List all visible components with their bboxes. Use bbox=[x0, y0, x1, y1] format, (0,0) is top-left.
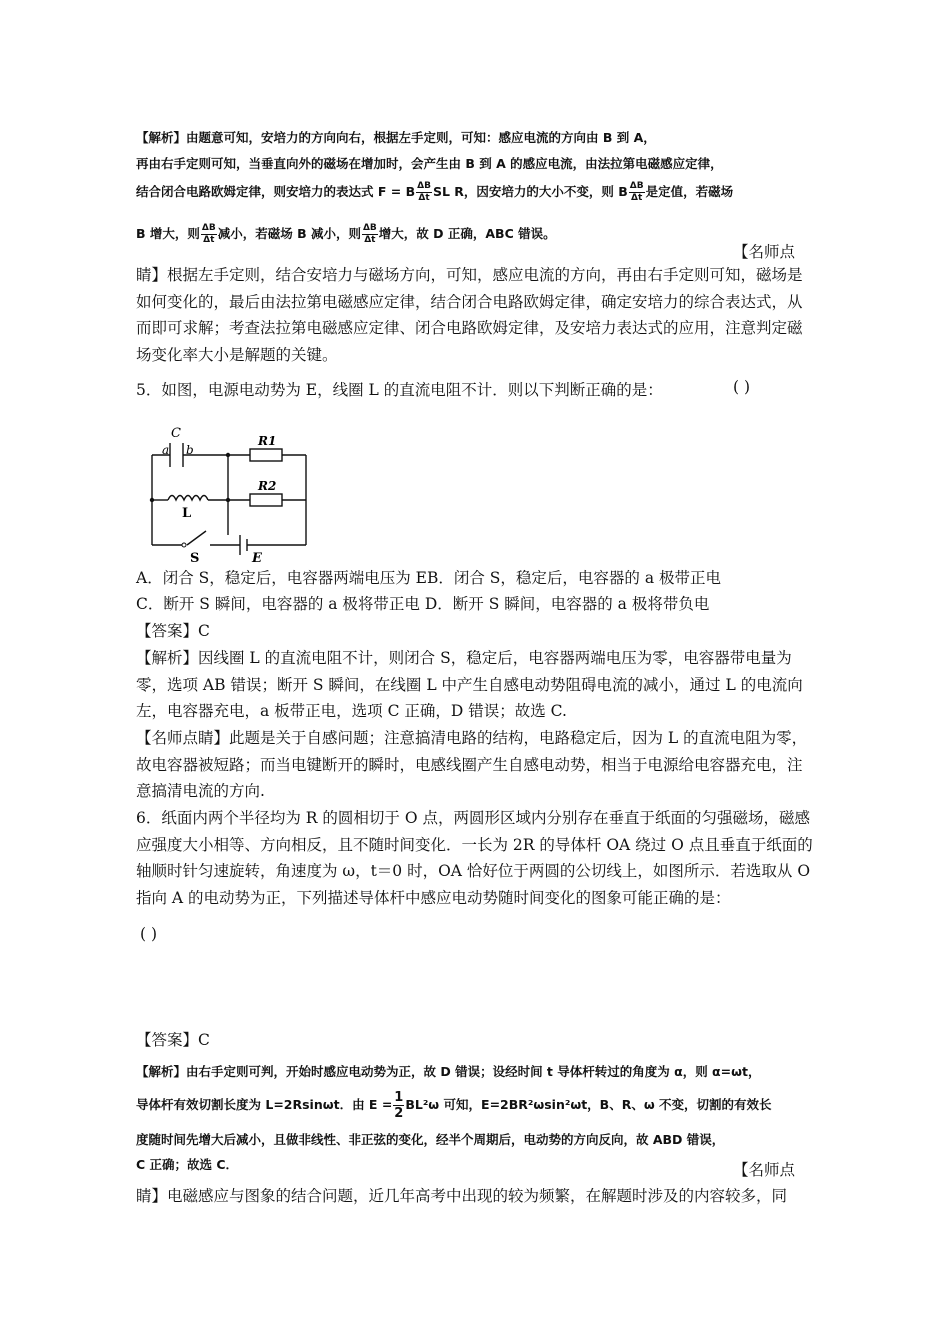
label-S: S bbox=[190, 551, 200, 565]
q6-answer: 【答案】C bbox=[136, 1031, 210, 1049]
label-C: C bbox=[171, 426, 181, 441]
label-a: a bbox=[162, 443, 170, 457]
fraction: $\frac{\Delta B}{\Delta t}$ bbox=[362, 223, 377, 245]
tip4-head: 【名师点 bbox=[733, 243, 796, 261]
label-L: L bbox=[182, 506, 192, 521]
circuit-diagram bbox=[140, 425, 320, 565]
fraction: $\frac{\Delta B}{\Delta t}$ bbox=[629, 181, 644, 203]
label-R1: R1 bbox=[258, 434, 277, 448]
analysis4-line1: 【解析】由题意可知，安培力的方向向右，根据左手定则，可知：感应电流的方向由 B 到 A， bbox=[136, 130, 656, 145]
text: SL R，因安培力的大小不变，则 B bbox=[432, 184, 628, 199]
label-b: b bbox=[186, 443, 194, 457]
q6-analysis-line1: 【解析】由右手定则可判，开始时感应电动势为正，故 D 错误；设经时间 t 导体杆转过的角度为 α，则 α=ωt， bbox=[136, 1064, 761, 1079]
text: 结合闭合电路欧姆定律，则安培力的表达式 F = B bbox=[136, 184, 416, 199]
q6-analysis-line3: 度随时间先增大后减小，且做非线性、非正弦的变化，经半个周期后，电动势的方向反向，故 ABD 错误， bbox=[136, 1132, 725, 1147]
q5-stem: 5．如图，电源电动势为 E，线圈 L 的直流电阻不计．则以下判断正确的是： bbox=[136, 381, 663, 399]
q5-options-cd: C．断开 S 瞬间，电容器的 a 极将带正电 D．断开 S 瞬间，电容器的 a 极将带负电 bbox=[136, 595, 710, 613]
label-E: E bbox=[252, 551, 262, 565]
analysis4-line2: 再由右手定则可知，当垂直向外的磁场在增加时，会产生由 B 到 A 的感应电流，由法拉第电磁感应定律， bbox=[136, 156, 723, 171]
q5-options-ab: A．闭合 S，稳定后，电容器两端电压为 EB．闭合 S，稳定后，电容器的 a 极带正电 bbox=[136, 569, 722, 587]
q5-analysis: 【解析】因线圈 L 的直流电阻不计，则闭合 S，稳定后，电容器两端电压为零，电容器带电量为零，选项 AB 错误；断开 S 瞬间，在线圈 L 中产生自感电动势阻碍电流的减小，通过 L 的电流向左，电容器充电，a 板带正电，选项 C 正确，D 错误；故选 C. bbox=[136, 649, 803, 720]
analysis4-line4: B 增大，则 $\frac{\Delta B}{\Delta t}$ 减小，若磁场 B 减小，则 $\frac{\Delta B}{\Delta t}$ 增大，故 D 正确，ABC 错误。 bbox=[136, 223, 556, 245]
q5-paren: ( ) bbox=[733, 378, 751, 396]
fraction-half: $\frac{1}{2}$ bbox=[394, 1090, 404, 1121]
q6-stem: 6．纸面内两个半径均为 R 的圆相切于 O 点，两圆形区域内分别存在垂直于纸面的匀强磁场，磁感应强度大小相等、方向相反，且不随时间变化．一长为 2R 的导体杆 OA 绕过 O 点且垂直于纸面的轴顺时针匀速旋转，角速度为 ω，t＝0 时，OA 恰好位于两圆的公切线上，如图所示．若选取从 O 指向 A 的电动势为正，下列描述导体杆中感应电动势随时间变化的图象可能正确的是： bbox=[136, 809, 813, 907]
text: 是定值，若磁场 bbox=[645, 184, 734, 199]
label-R2: R2 bbox=[258, 479, 277, 493]
q6-tip-head: 【名师点 bbox=[733, 1161, 796, 1179]
q5-answer: 【答案】C bbox=[136, 622, 210, 640]
q6-paren: ( ) bbox=[140, 925, 158, 943]
q6-tip-text: 睛】电磁感应与图象的结合问题，近几年高考中出现的较为频繁，在解题时涉及的内容较多，同 bbox=[136, 1187, 788, 1205]
q6-analysis-line2: 导体杆有效切割长度为 L=2Rsinωt．由 E = $\frac{1}{2}$ BL²ω 可知，E=2BR²ωsin²ωt，B、R、ω 不变，切割的有效长 bbox=[136, 1090, 772, 1121]
fraction: $\frac{\Delta B}{\Delta t}$ bbox=[201, 223, 216, 245]
q6-analysis-line4: C 正确；故选 C． bbox=[136, 1157, 239, 1172]
q5-tip: 【名师点睛】此题是关于自感问题；注意搞清电路的结构，电路稳定后，因为 L 的直流电阻为零，故电容器被短路；而当电键断开的瞬时，电感线圈产生自感电动势，相当于电源给电容器充电，注意搞清电流的方向. bbox=[136, 729, 808, 800]
analysis4-line3 bbox=[136, 181, 733, 204]
fraction: $\frac{\Delta B}{\Delta t}$ bbox=[417, 181, 431, 203]
tip4-text: 睛】根据左手定则，结合安培力与磁场方向，可知，感应电流的方向，再由右手定则可知，磁场是如何变化的，最后由法拉第电磁感应定律，结合闭合电路欧姆定律，确定安培力的综合表达式，从而即可求解；考查法拉第电磁感应定律、闭合电路欧姆定律，及安培力表达式的应用，注意判定磁场变化率大小是解题的关键。 bbox=[136, 266, 803, 364]
